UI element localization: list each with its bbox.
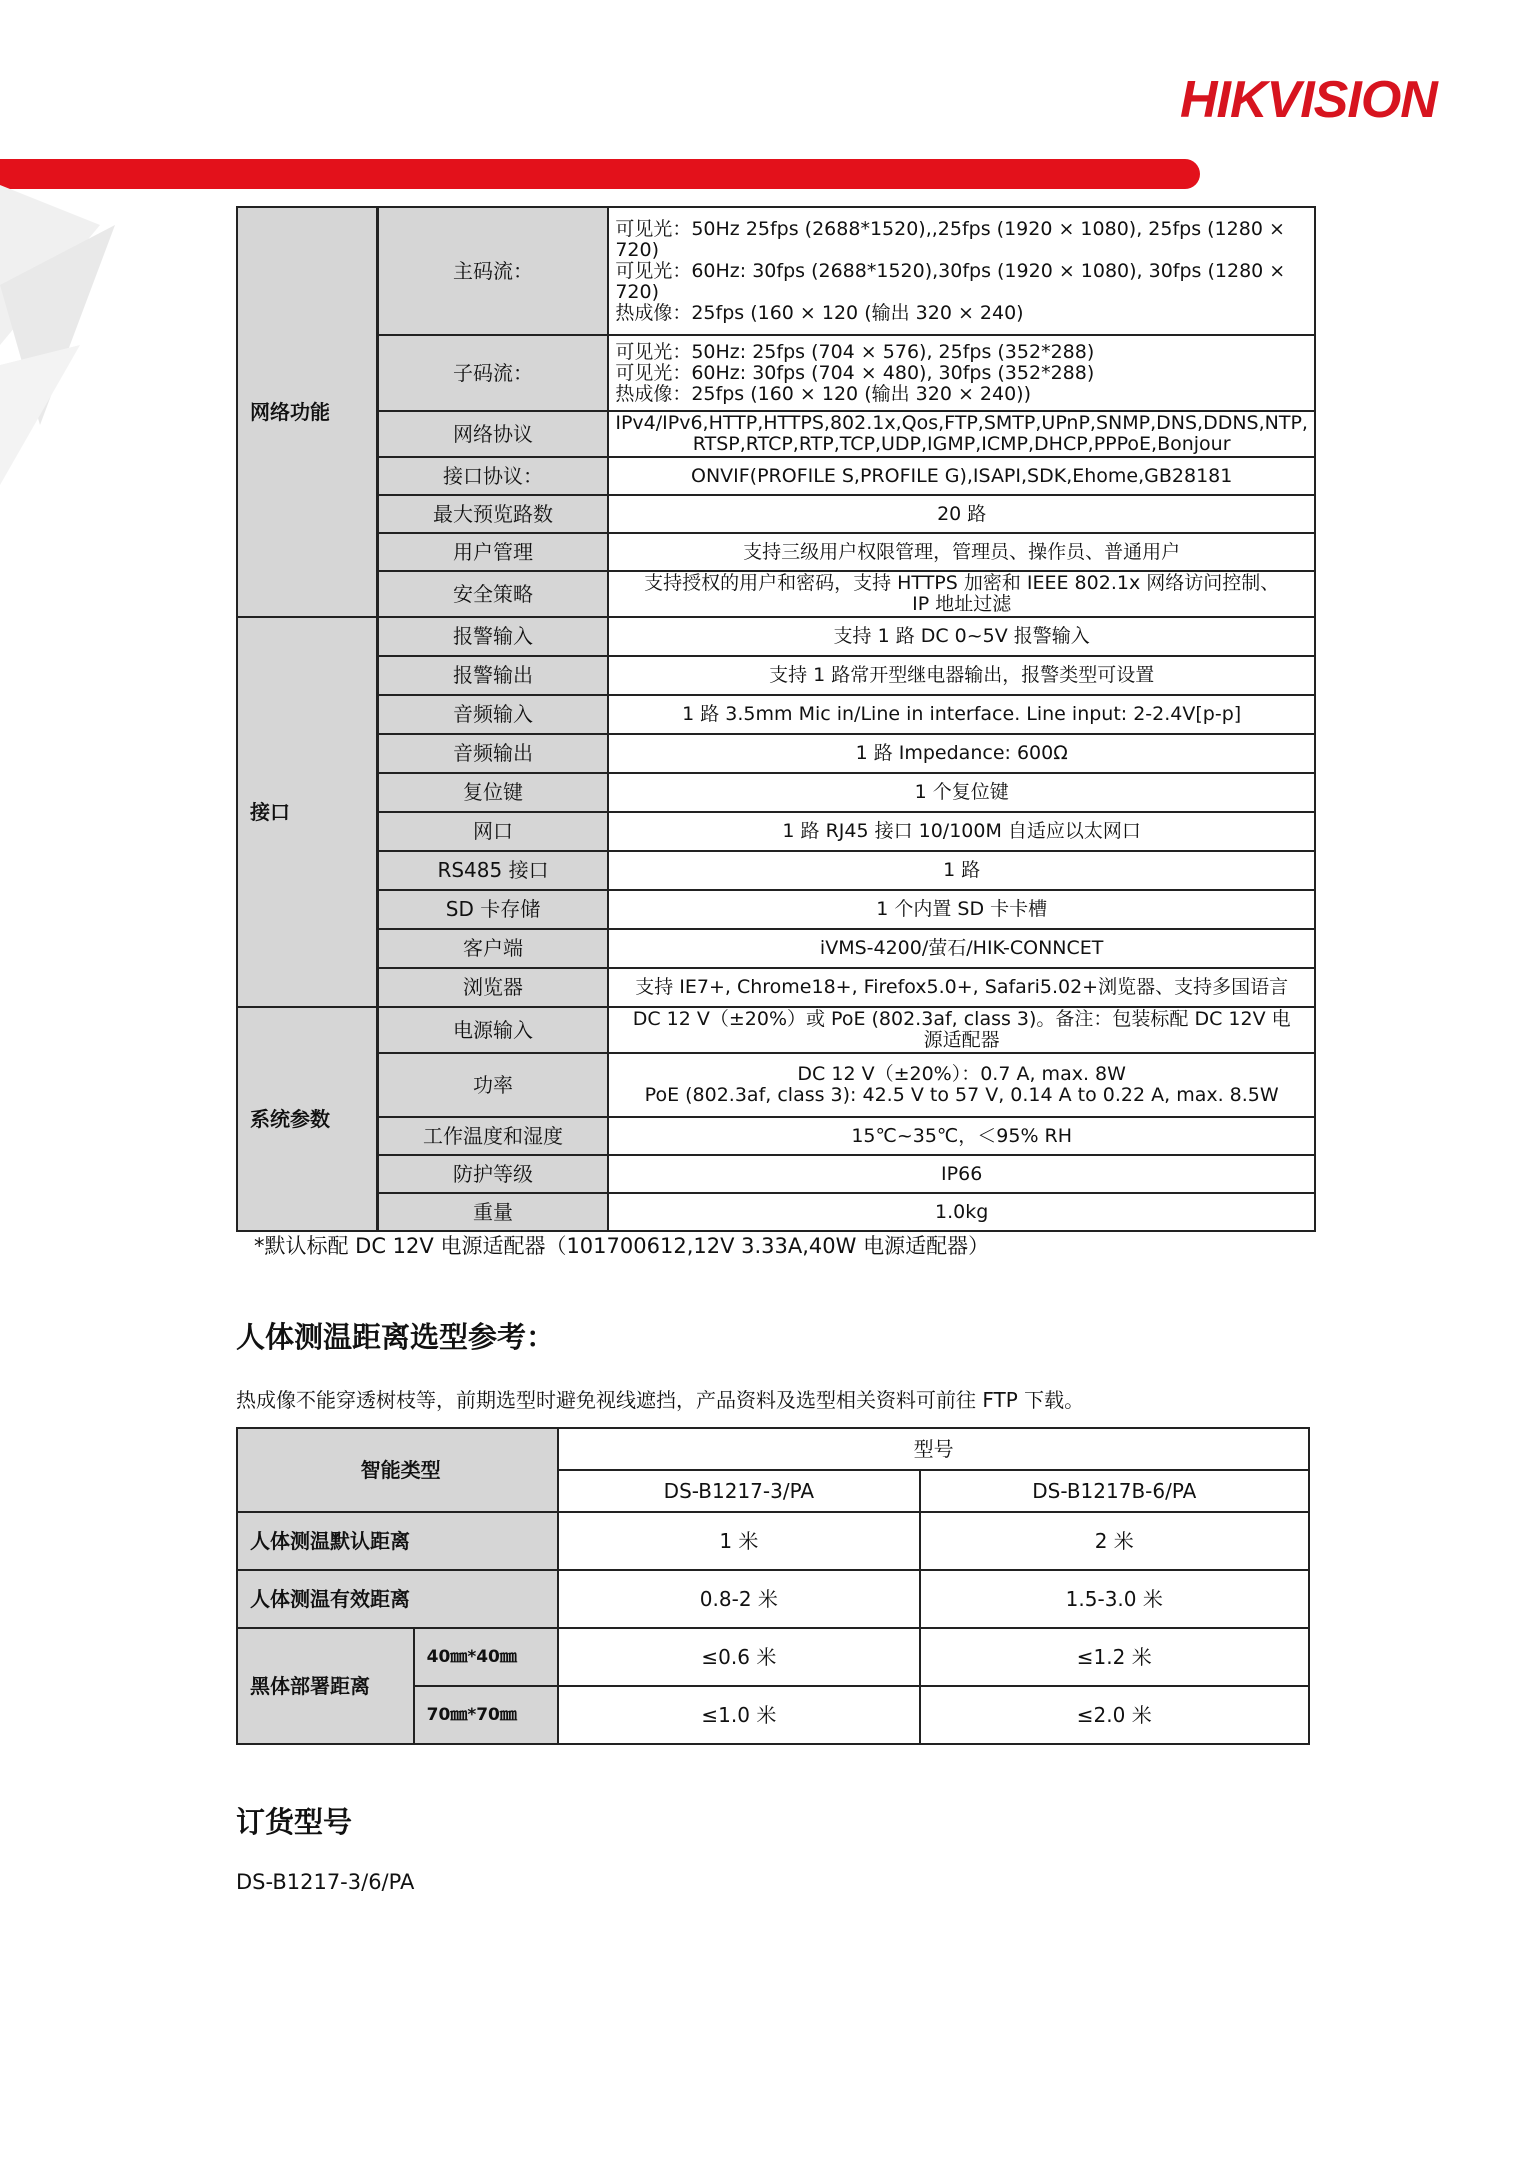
decorative-triangles [0, 185, 130, 505]
spec-value-line: 支持三级用户权限管理，管理员、操作员、普通用户 [743, 540, 1181, 563]
spec-label: 客户端 [377, 929, 608, 968]
spec-label: 功率 [377, 1053, 608, 1117]
spec-value-line: 可见光：50Hz: 25fps (704 × 576), 25fps (352*288) [615, 340, 1095, 363]
spec-value [608, 656, 1315, 695]
spec-value-line: iVMS-4200/萤石/HIK-CONNCET [819, 937, 1104, 959]
spec-value [608, 207, 1315, 335]
order-section-heading: 订货型号 [236, 1805, 353, 1839]
effective-distance-value: 1.5-3.0 米 [920, 1570, 1309, 1628]
spec-value-line: 1 路 Impedance: 600Ω [855, 742, 1068, 764]
spec-value [608, 1117, 1315, 1155]
spec-label: RS485 接口 [377, 851, 608, 890]
spec-label: 报警输入 [377, 617, 608, 656]
spec-row [237, 968, 1315, 1007]
spec-value-line: 热成像：25fps (160 × 120 (输出 320 × 240)) [615, 382, 1031, 405]
header-red-bar [0, 159, 1200, 189]
spec-row [237, 335, 1315, 411]
default-distance-value: 2 米 [920, 1512, 1309, 1570]
spec-row [237, 617, 1315, 656]
spec-label: 最大预览路数 [377, 495, 608, 533]
model-label: 型号 [558, 1428, 1309, 1470]
spec-value-line: IP 地址过滤 [912, 593, 1012, 615]
spec-value-line: DC 12 V（±20%）：0.7 A, max. 8W [797, 1063, 1126, 1085]
blackbody-distance-value: ≤1.2 米 [920, 1628, 1309, 1686]
effective-distance-label: 人体测温有效距离 [237, 1570, 558, 1628]
spec-row [237, 495, 1315, 533]
spec-value [608, 1155, 1315, 1193]
spec-category: 系统参数 [237, 1007, 377, 1231]
temp-section-desc: 热成像不能穿透树枝等，前期选型时避免视线遮挡，产品资料及选型相关资料可前往 FTP 下载。 [236, 1388, 1085, 1412]
spec-value-line: IPv4/IPv6,HTTP,HTTPS,802.1x,Qos,FTP,SMTP,UPnP,SNMP,DNS,DDNS,NTP, [615, 412, 1308, 434]
spec-value [608, 968, 1315, 1007]
spec-value-line: 720) [615, 238, 660, 261]
spec-value-line: 1 路 3.5mm Mic in/Line in interface. Line input: 2-2.4V[p-p] [682, 703, 1242, 725]
spec-value-line: 热成像：25fps (160 × 120 (输出 320 × 240) [615, 301, 1024, 324]
spec-value [608, 495, 1315, 533]
spec-label: 工作温度和湿度 [377, 1117, 608, 1155]
spec-row [237, 695, 1315, 734]
spec-label: 重量 [377, 1193, 608, 1231]
spec-row [237, 656, 1315, 695]
spec-value-line: 可见光：60Hz: 30fps (2688*1520),30fps (1920 × 1080), 30fps (1280 × [615, 259, 1286, 282]
spec-label: 接口协议： [377, 457, 608, 495]
spec-value-line: DC 12 V（±20%）或 PoE (802.3af, class 3)。备注：包装标配 DC 12V 电 [632, 1008, 1291, 1030]
hikvision-logo: HIKVISION [1180, 71, 1437, 129]
spec-label: 音频输入 [377, 695, 608, 734]
default-distance-label: 人体测温默认距离 [237, 1512, 558, 1570]
spec-value [608, 890, 1315, 929]
spec-row [237, 773, 1315, 812]
blackbody-distance-label: 黑体部署距离 [237, 1628, 414, 1744]
spec-value-line: 可见光：60Hz: 30fps (704 × 480), 30fps (352*288) [615, 361, 1095, 384]
spec-category: 网络功能 [237, 207, 377, 617]
spec-row [237, 207, 1315, 335]
blackbody-distance-value: ≤0.6 米 [558, 1628, 919, 1686]
spec-row [237, 1007, 1315, 1053]
spec-row [237, 890, 1315, 929]
spec-value-line: 1 个复位键 [914, 781, 1009, 803]
spec-row [237, 929, 1315, 968]
spec-value-line: 720) [615, 280, 660, 303]
spec-value-line: 源适配器 [923, 1029, 1000, 1051]
spec-row [237, 457, 1315, 495]
spec-value-line: 1.0kg [935, 1200, 989, 1223]
spec-table [236, 206, 1316, 1232]
blackbody-distance-value: ≤1.0 米 [558, 1686, 919, 1744]
spec-label: 用户管理 [377, 533, 608, 571]
spec-value-line: 1 路 [943, 859, 981, 881]
adapter-note: *默认标配 DC 12V 电源适配器（101700612,12V 3.33A,40W 电源适配器） [254, 1234, 990, 1258]
spec-row [237, 1053, 1315, 1117]
blackbody-size: 70㎜*70㎜ [414, 1686, 559, 1744]
spec-value [608, 571, 1315, 617]
spec-label: 电源输入 [377, 1007, 608, 1053]
spec-value [608, 1007, 1315, 1053]
spec-value-line: 支持 1 路 DC 0~5V 报警输入 [833, 625, 1090, 647]
spec-label: 安全策略 [377, 571, 608, 617]
model-name: DS-B1217-3/PA [558, 1470, 919, 1512]
spec-value-line: 20 路 [937, 502, 987, 525]
spec-value [608, 851, 1315, 890]
spec-row [237, 533, 1315, 571]
temp-distance-table [236, 1427, 1310, 1745]
spec-value-line: ONVIF(PROFILE S,PROFILE G),ISAPI,SDK,Ehome,GB28181 [690, 464, 1233, 487]
spec-value [608, 1193, 1315, 1231]
spec-value [608, 457, 1315, 495]
spec-label: 子码流： [377, 335, 608, 411]
spec-value-line: RTSP,RTCP,RTP,TCP,UDP,IGMP,ICMP,DHCP,PPPoE,Bonjour [692, 433, 1231, 455]
spec-value [608, 929, 1315, 968]
spec-label: 报警输出 [377, 656, 608, 695]
blackbody-distance-value: ≤2.0 米 [920, 1686, 1309, 1744]
spec-value-line: 1 个内置 SD 卡卡槽 [876, 898, 1048, 920]
effective-distance-value: 0.8-2 米 [558, 1570, 919, 1628]
type-label: 智能类型 [237, 1428, 558, 1512]
spec-row [237, 1117, 1315, 1155]
spec-label: 网口 [377, 812, 608, 851]
spec-value-line: 支持授权的用户和密码，支持 HTTPS 加密和 IEEE 802.1x 网络访问控制、 [644, 572, 1280, 594]
spec-value-line: 支持 IE7+, Chrome18+, Firefox5.0+, Safari5.02+浏览器、支持多国语言 [635, 976, 1289, 998]
spec-row [237, 812, 1315, 851]
spec-label: 音频输出 [377, 734, 608, 773]
spec-row [237, 1155, 1315, 1193]
blackbody-size: 40㎜*40㎜ [414, 1628, 559, 1686]
spec-row [237, 734, 1315, 773]
spec-label: 复位键 [377, 773, 608, 812]
spec-row [237, 851, 1315, 890]
spec-value [608, 411, 1315, 457]
spec-value [608, 734, 1315, 773]
spec-value-line: 15℃~35℃，＜95% RH [851, 1124, 1073, 1147]
spec-label: 主码流： [377, 207, 608, 335]
spec-value [608, 617, 1315, 656]
spec-value [608, 773, 1315, 812]
spec-label: SD 卡存储 [377, 890, 608, 929]
spec-row [237, 411, 1315, 457]
spec-value [608, 812, 1315, 851]
order-model: DS-B1217-3/6/PA [236, 1870, 415, 1894]
spec-value [608, 335, 1315, 411]
spec-value-line: PoE (802.3af, class 3): 42.5 V to 57 V, 0.14 A to 0.22 A, max. 8.5W [644, 1084, 1279, 1106]
spec-label: 网络协议 [377, 411, 608, 457]
spec-value-line: 支持 1 路常开型继电器输出，报警类型可设置 [769, 664, 1155, 686]
spec-category: 接口 [237, 617, 377, 1007]
model-name: DS-B1217B-6/PA [920, 1470, 1309, 1512]
spec-label: 浏览器 [377, 968, 608, 1007]
spec-value-line: 可见光：50Hz 25fps (2688*1520),,25fps (1920 × 1080), 25fps (1280 × [615, 217, 1285, 240]
spec-value-line: IP66 [941, 1162, 983, 1185]
spec-value [608, 1053, 1315, 1117]
spec-value [608, 695, 1315, 734]
temp-section-heading: 人体测温距离选型参考： [236, 1320, 556, 1354]
spec-row [237, 1193, 1315, 1231]
spec-value [608, 533, 1315, 571]
default-distance-value: 1 米 [558, 1512, 919, 1570]
spec-label: 防护等级 [377, 1155, 608, 1193]
spec-row [237, 571, 1315, 617]
spec-value-line: 1 路 RJ45 接口 10/100M 自适应以太网口 [782, 820, 1141, 842]
